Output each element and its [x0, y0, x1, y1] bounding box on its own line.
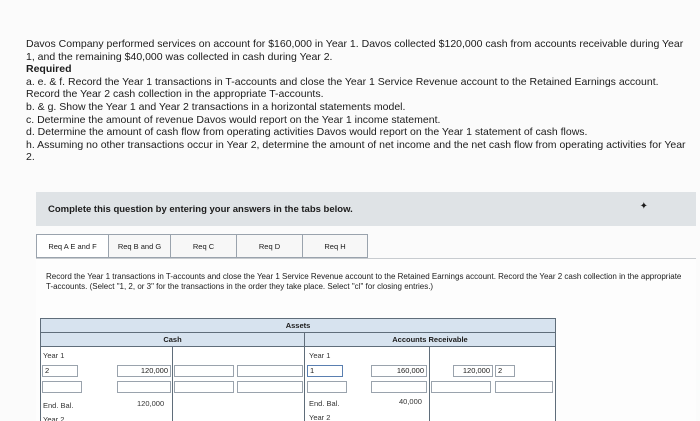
cash-end-bal-label: End. Bal. [43, 401, 74, 410]
cash-trans2-credit-input[interactable] [237, 381, 303, 393]
instructions-text: Complete this question by entering your answers in the tabs below. [48, 204, 353, 215]
cash-trans1-credit-ref-select[interactable] [174, 365, 234, 377]
tab-req-d[interactable]: Req D [236, 234, 302, 258]
account-divider [304, 333, 305, 421]
tab-req-a-e-f[interactable]: Req A E and F [36, 234, 108, 258]
ar-end-bal-value: 40,000 [399, 397, 422, 406]
ar-account-title: Accounts Receivable [305, 333, 555, 346]
tab-req-c[interactable]: Req C [170, 234, 236, 258]
ar-trans1-debit-input[interactable]: 160,000 [371, 365, 427, 377]
cash-account-title: Cash [41, 333, 304, 346]
ar-row2-credit-ref-select[interactable] [495, 381, 553, 393]
ar-trans2-credit-input[interactable]: 120,000 [453, 365, 493, 377]
required-heading: Required [26, 63, 72, 76]
ar-year2-label: Year 2 [309, 413, 331, 421]
requirement-tabs [36, 234, 368, 258]
cash-trans1-credit-input[interactable] [237, 365, 303, 377]
required-item: h. Assuming no other transactions occur in Year 2, determine the amount of net income and the net cash flow from operating activities for Year 2. [26, 138, 686, 164]
tab-req-h[interactable]: Req H [302, 234, 368, 258]
ar-end-bal-label: End. Bal. [309, 399, 340, 408]
tab-req-b-g[interactable]: Req B and G [108, 234, 170, 258]
cash-t-divider [172, 347, 173, 421]
cash-end-bal-value: 120,000 [137, 399, 165, 408]
cash-trans2-ref-select[interactable] [42, 381, 82, 393]
cash-trans1-debit-input[interactable]: 120,000 [117, 365, 171, 377]
assets-header: Assets [41, 319, 555, 333]
cash-trans2-debit-input[interactable] [117, 381, 171, 393]
required-item: b. & g. Show the Year 1 and Year 2 transactions in a horizontal statements model. [26, 100, 406, 113]
ar-row2-debit-input[interactable] [371, 381, 427, 393]
ar-trans2-ref-select[interactable]: 2 [495, 365, 515, 377]
requirement-instructions: Record the Year 1 transactions in T-accounts and close the Year 1 Service Revenue account to the Retained Earnings account. Record the Year 2 cash collection in the appropriate T-accounts. (Select "1, 2, or 3" for the transactions in the order they take place. Select "cl" for closing entries.) [46, 272, 682, 291]
cash-trans2-credit-ref-select[interactable] [174, 381, 234, 393]
t-accounts-table [40, 318, 556, 421]
problem-intro: Davos Company performed services on account for $160,000 in Year 1. Davos collected $120,000 cash from accounts receivable during Year 1, and the remaining $40,000 was collected in cash during Year 2. [26, 38, 684, 63]
cash-year2-label: Year 2 [43, 415, 65, 421]
ar-row2-credit-input[interactable] [431, 381, 491, 393]
problem-statement [26, 38, 686, 164]
cash-year1-label: Year 1 [43, 351, 65, 360]
ar-trans1-ref-select[interactable]: 1 [307, 365, 343, 377]
cash-trans1-ref-select[interactable]: 2 [42, 365, 78, 377]
required-item: a. e. & f. Record the Year 1 transactions in T-accounts and close the Year 1 Service Revenue account to the Retained Earnings account. Record the Year 2 cash collection in the appropriate T-accounts. [26, 75, 659, 101]
instructions-banner [36, 192, 696, 226]
ar-year1-label: Year 1 [309, 351, 331, 360]
mouse-cursor-icon: ✦ [639, 201, 648, 212]
account-titles-row [41, 333, 555, 347]
ar-t-divider [429, 347, 430, 421]
ar-row2-ref-select[interactable] [307, 381, 347, 393]
required-item: c. Determine the amount of revenue Davos would report on the Year 1 income statement. [26, 113, 441, 126]
required-item: d. Determine the amount of cash flow from operating activities Davos would report on the Year 1 statement of cash flows. [26, 126, 588, 139]
